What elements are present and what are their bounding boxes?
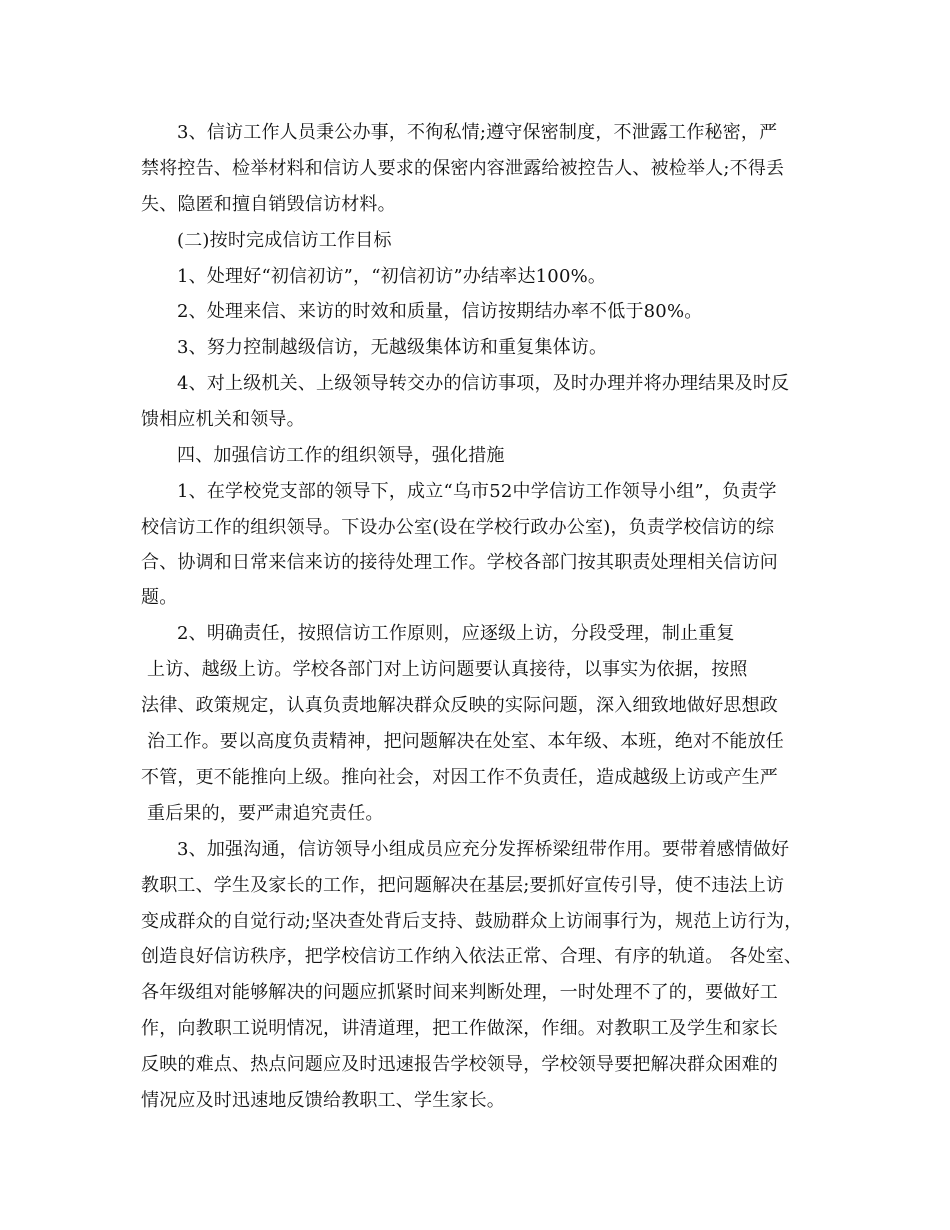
text-line: 作，向教职工说明情况，讲清道理，把工作做深，作细。对教职工及学生和家长 bbox=[141, 1018, 778, 1039]
text-line: 上访、越级上访。学校各部门对上访问题要认真接待，以事实为依据，按照 bbox=[147, 659, 748, 680]
text-line: 失、隐匿和擅自销毁信访材料。 bbox=[141, 194, 396, 215]
text-line: 禁将控告、检举材料和信访人要求的保密内容泄露给被控告人、被检举人;不得丢 bbox=[141, 158, 785, 179]
text-line: 教职工、学生及家长的工作，把问题解决在基层;要抓好宣传引导，使不违法上访 bbox=[141, 875, 785, 896]
text-line: 3、信访工作人员秉公办事，不徇私情;遵守保密制度，不泄露工作秘密，严 bbox=[177, 122, 778, 143]
text-line: 创造良好信访秩序，把学校信访工作纳入依法正常、合理、有序的轨道。 各处室、 bbox=[141, 946, 803, 967]
text-line: 4、对上级机关、上级领导转交办的信访事项，及时办理并将办理结果及时反 bbox=[177, 373, 790, 394]
text-line: 情况应及时迅速地反馈给教职工、学生家长。 bbox=[141, 1090, 505, 1111]
text-line: 反映的难点、热点问题应及时迅速报告学校领导，学校领导要把解决群众困难的 bbox=[141, 1054, 778, 1075]
text-line: 治工作。要以高度负责精神，把问题解决在处室、本年级、本班，绝对不能放任 bbox=[147, 731, 784, 752]
text-line: 2、明确责任，按照信访工作原则，应逐级上访，分段受理，制止重复 bbox=[177, 623, 735, 644]
text-line: 题。 bbox=[141, 587, 178, 608]
text-line: 变成群众的自觉行动;坚决查处背后支持、鼓励群众上访闹事行为，规范上访行为， bbox=[141, 911, 803, 932]
text-line: 3、努力控制越级信访，无越级集体访和重复集体访。 bbox=[177, 337, 608, 358]
text-line: 不管，更不能推向上级。推向社会，对因工作不负责任，造成越级上访或产生严 bbox=[141, 767, 778, 788]
text-line: 合、协调和日常来信来访的接待处理工作。学校各部门按其职责处理相关信访问 bbox=[141, 552, 778, 573]
text-line: 1、处理好“初信初访”，“初信初访”办结率达100%。 bbox=[177, 266, 607, 287]
text-line: 2、处理来信、来访的时效和质量，信访按期结办率不低于80%。 bbox=[177, 301, 703, 322]
text-line: 法律、政策规定，认真负责地解决群众反映的实际问题，深入细致地做好思想政 bbox=[141, 695, 778, 716]
text-line: 各年级组对能够解决的问题应抓紧时间来判断处理，一时处理不了的，要做好工 bbox=[141, 982, 778, 1003]
text-line: 3、加强沟通，信访领导小组成员应充分发挥桥梁纽带作用。要带着感情做好 bbox=[177, 839, 790, 860]
text-line: 重后果的，要严肃追究责任。 bbox=[147, 803, 384, 824]
text-line: 馈相应机关和领导。 bbox=[141, 409, 305, 430]
text-line: 1、在学校党支部的领导下，成立“乌市52中学信访工作领导小组”，负责学 bbox=[177, 481, 777, 502]
text-line: 校信访工作的组织领导。下设办公室(设在学校行政办公室)，负责学校信访的综 bbox=[141, 517, 775, 538]
section-heading: 四、加强信访工作的组织领导，强化措施 bbox=[177, 445, 505, 466]
section-heading: (二)按时完成信访工作目标 bbox=[177, 230, 392, 251]
